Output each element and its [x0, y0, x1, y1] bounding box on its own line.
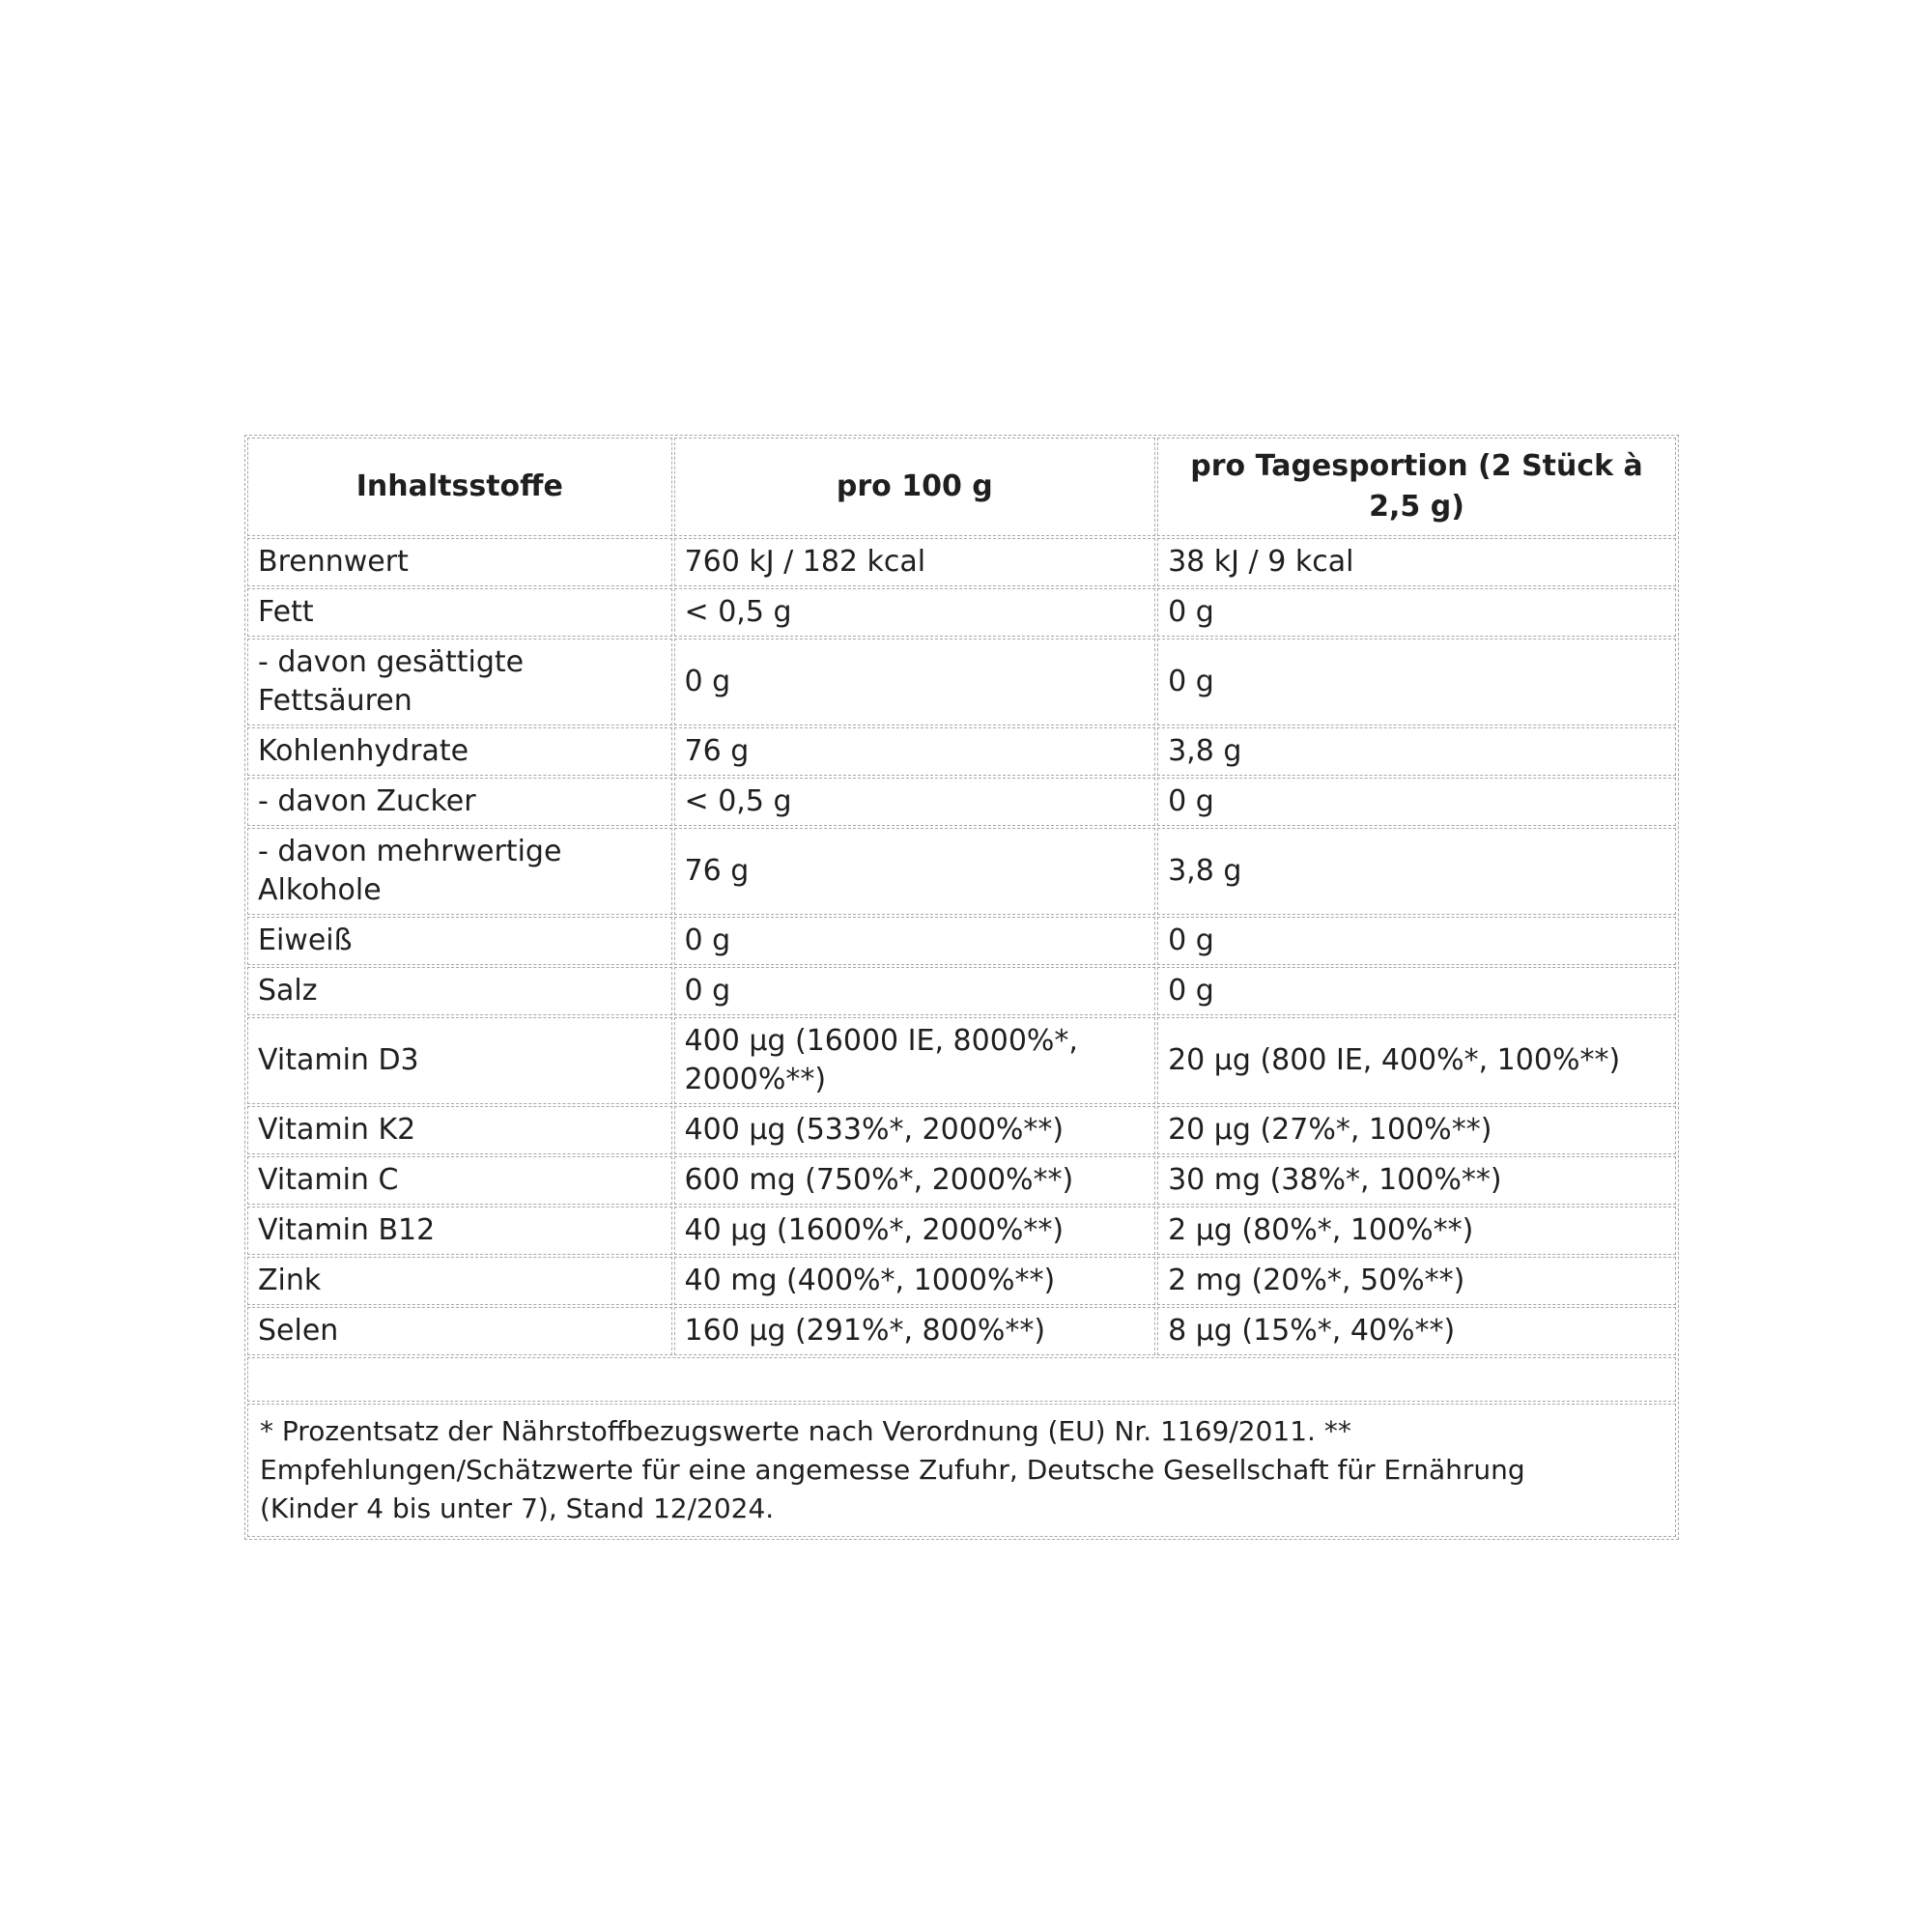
table-row	[247, 1017, 1676, 1104]
per-100g-value-cell: < 0,5 g	[674, 588, 1156, 637]
table-row	[247, 778, 1676, 826]
per-portion-value-cell: 20 µg (800 IE, 400%*, 100%**)	[1157, 1017, 1676, 1104]
per-portion-value-cell: 2 µg (80%*, 100%**)	[1157, 1207, 1676, 1255]
table-row	[247, 727, 1676, 776]
nutrient-label-cell: - davon Zucker	[247, 778, 672, 826]
nutrient-label-cell: Salz	[247, 967, 672, 1015]
nutrient-label-cell: Zink	[247, 1257, 672, 1305]
table-row	[247, 588, 1676, 637]
per-100g-value-cell: 0 g	[674, 917, 1156, 965]
per-portion-value-cell: 30 mg (38%*, 100%**)	[1157, 1156, 1676, 1205]
per-portion-value-cell: 20 µg (27%*, 100%**)	[1157, 1106, 1676, 1154]
per-100g-value-cell: 400 µg (16000 IE, 8000%*, 2000%**)	[674, 1017, 1156, 1104]
footnote-line-1: * Prozentsatz der Nährstoffbezugswerte nach Verordnung (EU) Nr. 1169/2011. **	[260, 1415, 1351, 1447]
per-100g-value-cell: 76 g	[674, 727, 1156, 776]
per-portion-value-cell: 2 mg (20%*, 50%**)	[1157, 1257, 1676, 1305]
per-portion-value-cell: 0 g	[1157, 917, 1676, 965]
table-row	[247, 639, 1676, 725]
table-row	[247, 538, 1676, 586]
nutrient-label-cell: Brennwert	[247, 538, 672, 586]
per-portion-value-cell: 0 g	[1157, 588, 1676, 637]
per-100g-value-cell: 0 g	[674, 639, 1156, 725]
header-pro-100g: pro 100 g	[674, 438, 1156, 536]
nutrient-label-cell: Vitamin C	[247, 1156, 672, 1205]
per-100g-value-cell: 0 g	[674, 967, 1156, 1015]
per-100g-value-cell: 400 µg (533%*, 2000%**)	[674, 1106, 1156, 1154]
per-100g-value-cell: 40 µg (1600%*, 2000%**)	[674, 1207, 1156, 1255]
per-100g-value-cell: 76 g	[674, 828, 1156, 915]
nutrient-label-cell: Kohlenhydrate	[247, 727, 672, 776]
per-100g-value-cell: 160 µg (291%*, 800%**)	[674, 1307, 1156, 1355]
nutrient-label-cell: - davon gesättigte Fettsäuren	[247, 639, 672, 725]
nutrient-label-cell: Selen	[247, 1307, 672, 1355]
header-row	[247, 438, 1676, 536]
per-portion-value-cell: 3,8 g	[1157, 828, 1676, 915]
nutrition-table	[245, 436, 1678, 1539]
nutrient-label-cell: Vitamin K2	[247, 1106, 672, 1154]
nutrition-table-container	[244, 435, 1679, 1540]
per-100g-value-cell: 40 mg (400%*, 1000%**)	[674, 1257, 1156, 1305]
per-portion-value-cell: 0 g	[1157, 639, 1676, 725]
per-100g-value-cell: 600 mg (750%*, 2000%**)	[674, 1156, 1156, 1205]
nutrient-label-cell: Vitamin B12	[247, 1207, 672, 1255]
spacer-cell	[247, 1357, 1676, 1402]
per-portion-value-cell: 3,8 g	[1157, 727, 1676, 776]
nutrient-label-cell: Fett	[247, 588, 672, 637]
footnote-line-2: Empfehlungen/Schätzwerte für eine angemesse Zufuhr, Deutsche Gesellschaft für Ernährung	[260, 1454, 1525, 1486]
nutrient-label-cell: Vitamin D3	[247, 1017, 672, 1104]
footnote-row	[247, 1404, 1676, 1537]
table-row	[247, 967, 1676, 1015]
per-portion-value-cell: 8 µg (15%*, 40%**)	[1157, 1307, 1676, 1355]
table-row	[247, 1307, 1676, 1355]
per-portion-value-cell: 0 g	[1157, 967, 1676, 1015]
table-row	[247, 1257, 1676, 1305]
per-portion-value-cell: 0 g	[1157, 778, 1676, 826]
header-inhaltsstoffe: Inhaltsstoffe	[247, 438, 672, 536]
nutrient-label-cell: - davon mehrwertige Alkohole	[247, 828, 672, 915]
table-row	[247, 917, 1676, 965]
table-row	[247, 1156, 1676, 1205]
header-pro-tagesportion: pro Tagesportion (2 Stück à 2,5 g)	[1157, 438, 1676, 536]
footnote-cell	[247, 1404, 1676, 1537]
table-row	[247, 1106, 1676, 1154]
per-100g-value-cell: 760 kJ / 182 kcal	[674, 538, 1156, 586]
table-row	[247, 828, 1676, 915]
table-row	[247, 1207, 1676, 1255]
spacer-row	[247, 1357, 1676, 1402]
footnote-line-3: (Kinder 4 bis unter 7), Stand 12/2024.	[260, 1492, 775, 1524]
nutrient-label-cell: Eiweiß	[247, 917, 672, 965]
per-portion-value-cell: 38 kJ / 9 kcal	[1157, 538, 1676, 586]
per-100g-value-cell: < 0,5 g	[674, 778, 1156, 826]
